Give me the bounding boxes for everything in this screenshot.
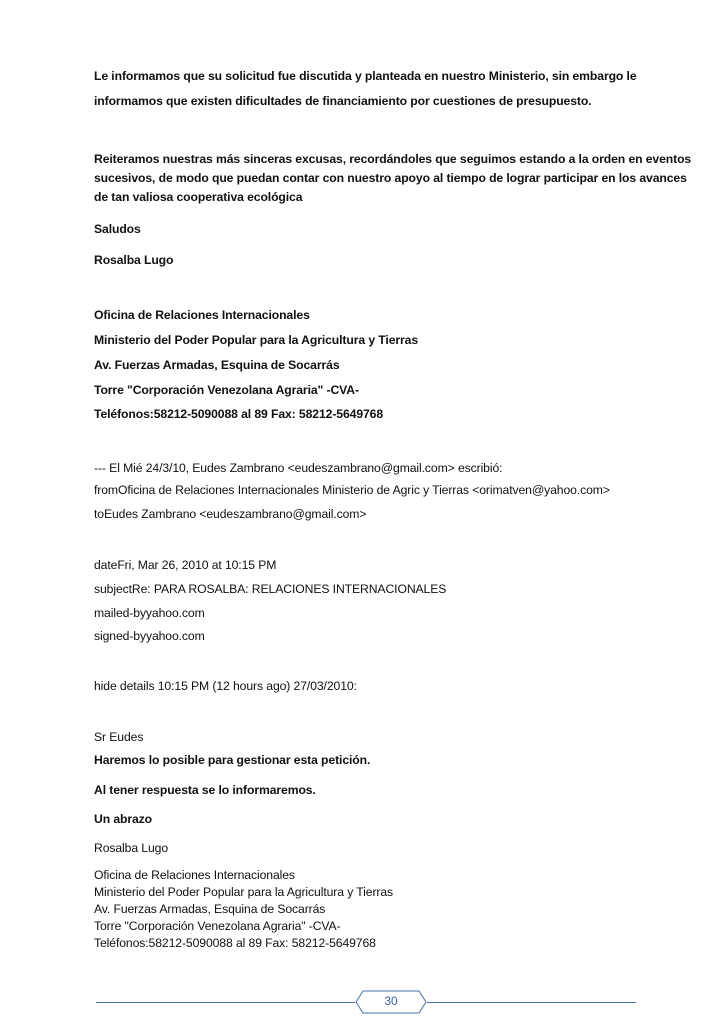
signature-office: Oficina de Relaciones Internacionales <box>94 308 310 322</box>
signature-ministry: Ministerio del Poder Popular para la Agricultura y Tierras <box>94 333 419 347</box>
signature-tower: Torre "Corporación Venezolana Agraria" -CVA- <box>94 383 359 397</box>
email-subject: subjectRe: PARA ROSALBA: RELACIONES INTERNACIONALES <box>94 582 447 596</box>
page-number-box <box>355 990 427 1014</box>
reply-signature-phones: Teléfonos:58212-5090088 al 89 Fax: 58212-5649768 <box>94 936 376 950</box>
signer-name: Rosalba Lugo <box>94 253 174 267</box>
email-from: fromOficina de Relaciones Internacionales Ministerio de Agric y Tierras <orimatven@yahoo.com> <box>94 483 610 497</box>
quote-intro: --- El Mié 24/3/10, Eudes Zambrano <eudeszambrano@gmail.com> escribió: <box>94 461 503 475</box>
paragraph-2-line-2: sucesivos, de modo que puedan contar con nuestro apoyo al tiempo de lograr participar en los avances <box>94 171 687 185</box>
email-to: toEudes Zambrano <eudeszambrano@gmail.com> <box>94 507 367 521</box>
page-number: 30 <box>384 994 398 1008</box>
paragraph-1-line-2: informamos que existen dificultades de financiamiento por cuestiones de presupuesto. <box>94 94 592 108</box>
paragraph-2-line-1: Reiteramos nuestras más sinceras excusas, recordándoles que seguimos estando a la orden en eventos <box>94 152 692 166</box>
reply-signer: Rosalba Lugo <box>94 841 169 855</box>
paragraph-1-line-1: Le informamos que su solicitud fue discutida y planteada en nuestro Ministerio, sin embargo le <box>94 69 637 83</box>
email-signed-by: signed-byyahoo.com <box>94 629 205 643</box>
reply-signature-tower: Torre "Corporación Venezolana Agraria" -CVA- <box>94 919 341 933</box>
reply-signature-address: Av. Fuerzas Armadas, Esquina de Socarrás <box>94 902 326 916</box>
reply-line-1: Haremos lo posible para gestionar esta petición. <box>94 753 371 767</box>
reply-closing: Un abrazo <box>94 812 153 826</box>
email-mailed-by: mailed-byyahoo.com <box>94 606 205 620</box>
reply-signature-office: Oficina de Relaciones Internacionales <box>94 868 295 882</box>
email-hide-details: hide details 10:15 PM (12 hours ago) 27/03/2010: <box>94 679 357 693</box>
email-date: dateFri, Mar 26, 2010 at 10:15 PM <box>94 558 277 572</box>
reply-signature-ministry: Ministerio del Poder Popular para la Agricultura y Tierras <box>94 885 394 899</box>
reply-salutation: Sr Eudes <box>94 730 144 744</box>
paragraph-2-line-3: de tan valiosa cooperativa ecológica <box>94 190 303 204</box>
signature-address: Av. Fuerzas Armadas, Esquina de Socarrás <box>94 358 340 372</box>
reply-line-2: Al tener respuesta se lo informaremos. <box>94 783 316 797</box>
signature-phones: Teléfonos:58212-5090088 al 89 Fax: 58212-5649768 <box>94 407 384 421</box>
greeting: Saludos <box>94 222 141 236</box>
